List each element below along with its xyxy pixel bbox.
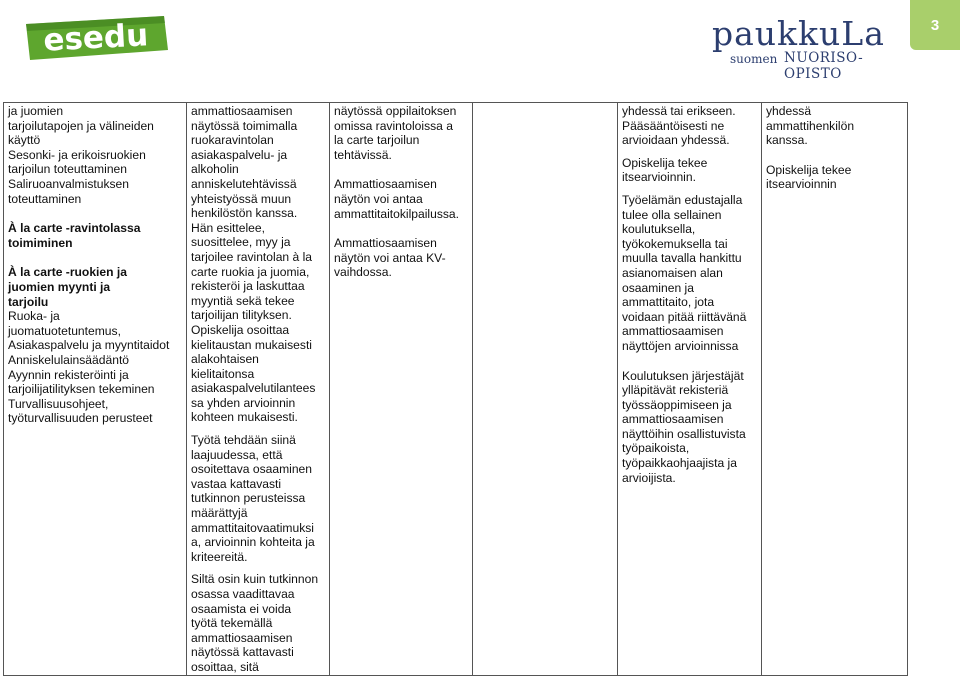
text-line: tutkinnon perusteissa bbox=[191, 491, 306, 506]
text-line: Ammattiosaamisen bbox=[334, 177, 437, 192]
text-line: työpaikoista, bbox=[622, 441, 690, 456]
text-line: työkokemuksella tai bbox=[622, 236, 728, 251]
text-line: À la carte -ravintolassa bbox=[8, 221, 141, 236]
text-line: yhteistyössä muun bbox=[191, 191, 292, 206]
text-line: itsearvioinnin. bbox=[622, 170, 696, 185]
text-line: henkilöstön kanssa. bbox=[191, 206, 298, 221]
curriculum-table bbox=[3, 102, 908, 676]
text-line: tehtävissä. bbox=[334, 147, 392, 162]
text-line: Työtä tehdään siinä bbox=[191, 433, 296, 448]
text-line: yhdessä tai erikseen. bbox=[622, 104, 736, 118]
text-line: toimiminen bbox=[8, 235, 73, 250]
col4-para2 bbox=[622, 156, 758, 185]
text-line: Ammattiosaamisen bbox=[334, 236, 437, 251]
text-line: ammattiosaamisen bbox=[622, 412, 724, 427]
text-line: Asiakaspalvelu ja myyntitaidot bbox=[8, 338, 170, 353]
text-line: Pääsääntöisesti ne bbox=[622, 118, 725, 133]
text-line: tarjoilun toteuttaminen bbox=[8, 162, 127, 177]
esedu-logo bbox=[22, 14, 172, 64]
text-line: alakohtaisen bbox=[191, 352, 259, 367]
table-row bbox=[4, 103, 908, 676]
text-line: tarjoilee ravintolan à la bbox=[191, 249, 313, 264]
table-cell-col4-empty bbox=[473, 103, 618, 676]
col2-para2 bbox=[191, 433, 326, 564]
text-line: näytössä toimimalla bbox=[191, 118, 298, 133]
col3-para3 bbox=[334, 236, 469, 280]
text-line: asianomaisen alan bbox=[622, 265, 723, 280]
esedu-logo-text: esedu bbox=[42, 17, 150, 59]
text-line: kielitaustan mukaisesti bbox=[191, 337, 312, 352]
text-line: näytön voi antaa bbox=[334, 191, 423, 206]
page-number: 3 bbox=[930, 16, 940, 34]
text-line: työpaikkaohjaajista ja bbox=[622, 456, 737, 471]
text-line: la carte tarjoilun bbox=[334, 133, 420, 148]
text-line: itsearvioinnin bbox=[766, 177, 837, 192]
text-line: ja juomien bbox=[8, 104, 64, 118]
col4-para3 bbox=[622, 193, 758, 354]
text-line: ylläpitävät rekisteriä bbox=[622, 383, 729, 398]
table-cell-col2 bbox=[187, 103, 330, 676]
text-line: vastaa kattavasti bbox=[191, 476, 282, 491]
text-line: ammattiosaamisen bbox=[191, 104, 293, 118]
page-number-badge bbox=[910, 0, 960, 50]
text-line: tarjoilijan tilityksen. bbox=[191, 308, 292, 323]
text-line: carte ruokia ja juomia, bbox=[191, 264, 310, 279]
text-line: ammattihenkilön bbox=[766, 118, 855, 133]
text-line: työturvallisuuden perusteet bbox=[8, 411, 153, 426]
text-line: muulla tavalla hankittu bbox=[622, 251, 742, 266]
text-line: Turvallisuusohjeet, bbox=[8, 396, 109, 411]
text-line: osaaminen ja bbox=[622, 280, 694, 295]
text-line: ruokaravintolan bbox=[191, 133, 274, 148]
text-line: juomatuotetuntemus, bbox=[8, 323, 121, 338]
text-line: Saliruoanvalmistuksen bbox=[8, 176, 129, 191]
text-line: osoittaa, sitä bbox=[191, 659, 259, 674]
text-line: koulutuksella, bbox=[622, 222, 696, 237]
text-line: suosittelee, myy ja bbox=[191, 235, 291, 250]
text-line: Opiskelija tekee bbox=[766, 162, 852, 177]
text-line: asiakaspalvelu- ja bbox=[191, 147, 288, 162]
text-line: ammattitaitovaatimuksi bbox=[191, 520, 314, 535]
table-cell-col4 bbox=[618, 103, 762, 676]
paukkula-logo bbox=[712, 14, 892, 82]
text-line: tulee olla sellainen bbox=[622, 207, 722, 222]
text-line: Opiskelija osoittaa bbox=[191, 322, 290, 337]
text-line: Ayynnin rekisteröinti ja bbox=[8, 367, 129, 382]
col5-para2 bbox=[766, 163, 904, 192]
text-line: tarjoilu bbox=[8, 294, 49, 309]
text-line: näyttöihin osallistuvista bbox=[622, 426, 746, 441]
text-line: Opiskelija tekee bbox=[622, 155, 708, 170]
text-line: näytössä oppilaitoksen bbox=[334, 104, 457, 118]
text-line: ammattitaito, jota bbox=[622, 295, 715, 310]
table-cell-col3 bbox=[330, 103, 473, 676]
text-line: Siltä osin kuin tutkinnon bbox=[191, 572, 319, 587]
col1-bold2 bbox=[8, 265, 183, 309]
text-line: työtä tekemällä bbox=[191, 616, 273, 631]
col1-bold1 bbox=[8, 221, 183, 250]
text-line: osassa vaadittavaa bbox=[191, 587, 295, 601]
text-line: kohteen mukaisesti. bbox=[191, 410, 298, 425]
text-line: alkoholin bbox=[191, 162, 239, 177]
text-line: kanssa. bbox=[766, 133, 808, 148]
text-line: myyntiä sekä tekee bbox=[191, 293, 295, 308]
text-line: kriteereitä. bbox=[191, 549, 248, 564]
text-line: a, arvioinnin kohteita ja bbox=[191, 535, 315, 550]
text-line: Sesonki- ja erikoisruokien bbox=[8, 147, 146, 162]
col4-para4 bbox=[622, 369, 758, 486]
paukkula-logo-nuoriso: NUORISO-OPISTO bbox=[784, 50, 864, 82]
col2-para1 bbox=[191, 104, 326, 425]
text-line: näytössä kattavasti bbox=[191, 645, 294, 660]
text-line: yhdessä bbox=[766, 104, 812, 118]
text-line: Anniskelulainsäädäntö bbox=[8, 352, 130, 367]
text-line: arvioidaan yhdessä. bbox=[622, 133, 730, 148]
text-line: kielitaitonsa bbox=[191, 366, 255, 381]
text-line: ammattiosaamisen bbox=[622, 324, 724, 339]
text-line: tarjoilutapojen ja välineiden bbox=[8, 118, 154, 133]
text-line: käyttö bbox=[8, 133, 41, 148]
text-line: työssäoppimiseen ja bbox=[622, 397, 732, 412]
table-cell-col5 bbox=[762, 103, 908, 676]
text-line: asiakaspalvelutilantees bbox=[191, 381, 316, 396]
text-line: Hän esittelee, bbox=[191, 220, 265, 235]
text-line: osaamista ei voida bbox=[191, 601, 292, 616]
text-line: rekisteröi ja laskuttaa bbox=[191, 279, 305, 294]
text-line: Ruoka- ja bbox=[8, 309, 60, 324]
text-line: Työelämän edustajalla bbox=[622, 192, 743, 207]
text-line: määrättyjä bbox=[191, 506, 248, 521]
col3-para1 bbox=[334, 104, 469, 162]
col1-lines2 bbox=[8, 309, 183, 426]
text-line: näytön voi antaa KV- bbox=[334, 250, 446, 265]
text-line: anniskelutehtävissä bbox=[191, 176, 297, 191]
text-line: ammattitaitokilpailussa. bbox=[334, 206, 460, 221]
text-line: laajuudessa, että bbox=[191, 447, 283, 462]
text-line: tarjoilijatilityksen tekeminen bbox=[8, 382, 155, 397]
text-line: vaihdossa. bbox=[334, 265, 392, 280]
text-line: voidaan pitää riittävänä bbox=[622, 309, 747, 324]
col5-para1 bbox=[766, 104, 904, 148]
table-cell-col1 bbox=[4, 103, 187, 676]
col2-para3 bbox=[191, 572, 326, 674]
text-line: toteuttaminen bbox=[8, 191, 82, 206]
paukkula-logo-main: paukkuLa bbox=[712, 14, 885, 53]
text-line: osoitettava osaaminen bbox=[191, 462, 313, 477]
text-line: À la carte -ruokien ja bbox=[8, 265, 127, 280]
col3-para2 bbox=[334, 177, 469, 221]
col4-para1 bbox=[622, 104, 758, 148]
text-line: juomien myynti ja bbox=[8, 279, 111, 294]
text-line: omissa ravintoloissa a bbox=[334, 118, 453, 133]
paukkula-logo-suomen: suomen bbox=[730, 52, 778, 66]
text-line: arvioijista. bbox=[622, 470, 676, 485]
text-line: Koulutuksen järjestäjät bbox=[622, 368, 744, 383]
col1-lines1 bbox=[8, 104, 183, 206]
text-line: sa yhden arvioinnin bbox=[191, 395, 296, 410]
text-line: ammattiosaamisen bbox=[191, 630, 293, 645]
text-line: näyttöjen arvioinnissa bbox=[622, 338, 739, 353]
